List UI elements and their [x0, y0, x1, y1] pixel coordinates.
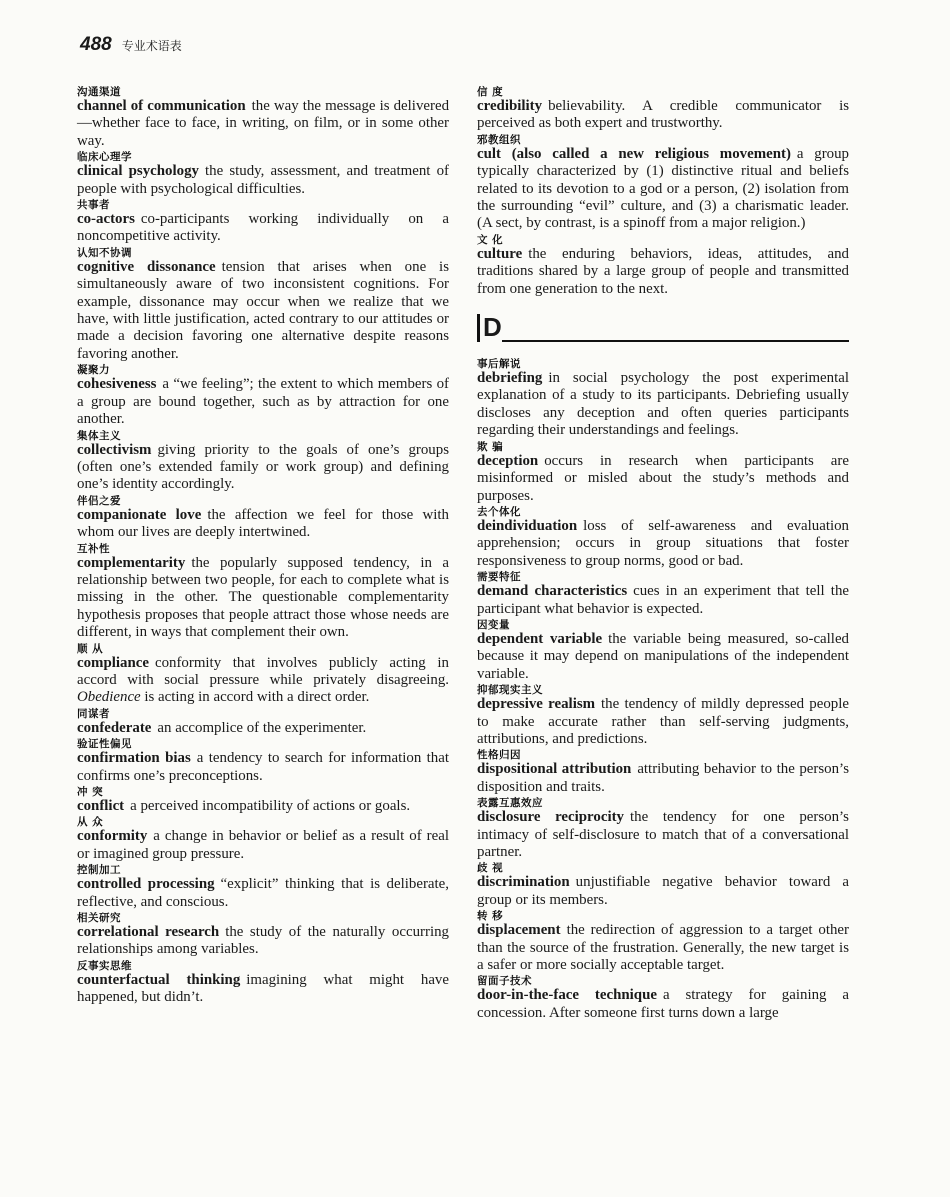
chinese-term: 互补性: [77, 542, 110, 555]
term: co-actors: [77, 211, 135, 228]
section-letter: D: [477, 314, 502, 342]
definition: a change in behavior or belief as a result of real or imagined group pressure.: [77, 828, 449, 862]
definition: giving priority to the goals of one’s groups (often one’s extended family or work group) and defining one’s identity accordingly.: [77, 441, 449, 493]
section-rule: [502, 312, 849, 342]
definition: a strategy for gaining a concession. After someone first turns down a large: [477, 987, 849, 1021]
running-head: 专业术语表: [121, 39, 182, 53]
page-number: 488: [80, 34, 112, 55]
term: complementarity: [77, 554, 186, 571]
glossary-entry: [477, 749, 849, 796]
term: confederate: [77, 719, 152, 736]
glossary-entry: [477, 862, 849, 909]
chinese-term: 留面子技术: [477, 975, 532, 988]
chinese-term: 沟通渠道: [77, 86, 121, 98]
definition: the study of the naturally occurring relationships among variables.: [77, 924, 449, 958]
definition: the tendency of mildly depressed people to make accurate rather than self-serving judgments, attributions, and predictions.: [477, 696, 849, 747]
glossary-entry: [477, 684, 849, 748]
glossary-entry: [77, 151, 449, 198]
term: counterfactual thinking: [77, 971, 241, 988]
glossary-entry: [477, 975, 849, 1022]
definition: an accomplice of the experimenter.: [157, 719, 367, 736]
definition: occurs in research when participants are misinformed or misled about the study’s methods and purposes.: [477, 452, 849, 504]
definition: believability. A credible communicator is perceived as both expert and trustworthy.: [477, 98, 849, 132]
term: displacement: [477, 922, 561, 939]
chinese-term: 控制加工: [77, 864, 121, 877]
glossary-entry: [77, 960, 449, 1007]
chinese-term: 临床心理学: [77, 151, 132, 164]
chinese-term: 文 化: [477, 233, 504, 246]
definition: cues in an experiment that tell the participant what behavior is expected.: [477, 583, 849, 617]
glossary-entry: [77, 199, 449, 246]
right-column: [477, 86, 849, 1023]
glossary-entry: [477, 441, 849, 505]
term: companionate love: [77, 506, 202, 523]
glossary-entry: [77, 543, 449, 642]
term: deception: [477, 452, 539, 469]
chinese-term: 反事实思维: [77, 959, 132, 972]
glossary-entry: [77, 738, 449, 785]
definition: tension that arises when one is simultaneously aware of two inconsistent cognitions. For example, dissonance may occur when we realize that we have, with little justification, acted contrary to our attitudes or made a decision favoring one alternative despite reasons favoring another.: [77, 258, 449, 362]
glossary-entry: [477, 619, 849, 683]
term: dependent variable: [477, 630, 603, 647]
definition: “explicit” thinking that is deliberate, reflective, and conscious.: [77, 876, 449, 910]
term: demand characteristics: [477, 583, 628, 600]
term: credibility: [477, 98, 543, 114]
chinese-term: 去个体化: [477, 505, 521, 518]
chinese-term: 认知不协调: [77, 246, 132, 259]
term: controlled processing: [77, 876, 215, 893]
chinese-term: 邪教组织: [477, 133, 521, 146]
definition: in social psychology the post experimental explanation of a study to its participants. Debriefing usually discloses any deception and often queries participants regarding their understandings and feelings.: [477, 370, 849, 439]
definition: the study, assessment, and treatment of people with psychological difficulties.: [77, 163, 449, 197]
term: dispositional attribution: [477, 761, 632, 778]
chinese-term: 表露互惠效应: [477, 797, 543, 810]
definition: the way the message is delivered—whether face to face, in writing, on film, or in some other way.: [77, 98, 450, 149]
term: cohesiveness: [77, 376, 157, 393]
term: debriefing: [477, 370, 543, 387]
chinese-term: 同谋者: [77, 707, 110, 720]
definition: unjustifiable negative behavior toward a group or its members.: [477, 874, 849, 908]
term: channel of communication: [77, 98, 246, 114]
glossary-entry: [77, 643, 449, 707]
glossary-entry: [77, 816, 449, 863]
term: culture: [477, 245, 523, 262]
definition: a “we feeling”; the extent to which members of a group are bound together, such as by attraction for one another.: [77, 376, 449, 428]
definition: the redirection of aggression to a target other than the source of the frustration. Generally, the new target is a safer or more socially acceptable target.: [477, 922, 849, 974]
glossary-entry: [477, 506, 849, 570]
chinese-term: 抑郁现实主义: [477, 684, 543, 697]
definition: the variable being measured, so-called because it may depend on manipulations of the independent variable.: [477, 630, 849, 682]
term: collectivism: [77, 441, 152, 458]
term: door-in-the-face technique: [477, 987, 657, 1004]
definition: the affection we feel for those with whom our lives are deeply intertwined.: [77, 506, 449, 541]
definition-emphasis: Obedience: [77, 689, 141, 706]
definition: a tendency to search for information that confirms one’s preconceptions.: [77, 750, 449, 784]
term: conflict: [77, 798, 125, 814]
definition: the enduring behaviors, ideas, attitudes, and traditions shared by a large group of people and transmitted from one generation to the next.: [477, 245, 849, 297]
glossary-entry: [77, 912, 449, 959]
definition: a perceived incompatibility of actions or goals.: [130, 798, 411, 814]
glossary-entry: [77, 247, 449, 363]
chinese-term: 信 度: [477, 86, 504, 98]
glossary-entry: [77, 708, 449, 737]
left-column: [77, 86, 449, 1008]
term: cult (also called a new religious movement): [477, 145, 791, 162]
definition: the tendency for one person’s intimacy of self-disclosure to match that of a conversational partner.: [477, 809, 849, 860]
glossary-entry: [77, 430, 449, 494]
chinese-term: 验证性偏见: [77, 738, 132, 751]
term: discrimination: [477, 874, 570, 891]
chinese-term: 歧 视: [477, 862, 504, 875]
chinese-term: 伴侣之爱: [77, 494, 121, 507]
definition: co-participants working individually on a noncompetitive activity.: [77, 211, 449, 245]
chinese-term: 凝聚力: [77, 364, 110, 377]
glossary-entry: [77, 864, 449, 911]
definition: a group typically characterized by (1) distinctive ritual and beliefs related to its devotion to a god or a person, (2) isolation from the surrounding “evil” culture, and (3) a charismatic leader. (A sect, by contrast, is a spinoff from a major religion.): [477, 145, 850, 232]
chinese-term: 需要特征: [477, 571, 521, 584]
term: deindividuation: [477, 517, 578, 534]
chinese-term: 集体主义: [77, 429, 121, 442]
chinese-term: 事后解说: [477, 358, 521, 371]
glossary-entry: [77, 786, 449, 815]
chinese-term: 冲 突: [77, 786, 104, 798]
glossary-entry: [477, 797, 849, 861]
definition: imagining what might have happened, but didn’t.: [77, 971, 449, 1006]
glossary-entry: [477, 234, 849, 298]
chinese-term: 顺 从: [77, 642, 104, 655]
glossary-entry: [477, 358, 849, 440]
term: disclosure reciprocity: [477, 809, 624, 826]
definition: attributing behavior to the person’s disposition and traits.: [477, 761, 849, 795]
definition-tail: is acting in accord with a direct order.: [140, 689, 370, 706]
chinese-term: 性格归因: [477, 749, 521, 762]
definition: conformity that involves publicly acting in accord with social pressure while privately disagreeing.: [77, 654, 449, 688]
section-heading-d: [477, 312, 849, 342]
chinese-term: 共事者: [77, 199, 110, 212]
glossary-entry: [477, 86, 849, 133]
term: conformity: [77, 828, 148, 845]
chinese-term: 转 移: [477, 910, 504, 923]
chinese-term: 欺 骗: [477, 440, 504, 453]
term: clinical psychology: [77, 163, 199, 180]
term: compliance: [77, 654, 149, 671]
term: confirmation bias: [77, 750, 191, 767]
term: cognitive dissonance: [77, 258, 216, 275]
chinese-term: 从 众: [77, 816, 104, 829]
page-header: [80, 34, 182, 56]
term: depressive realism: [477, 696, 596, 713]
glossary-entry: [477, 910, 849, 974]
glossary-entry: [477, 571, 849, 618]
glossary-entry: [77, 86, 449, 150]
glossary-entry: [477, 134, 849, 233]
definition: the popularly supposed tendency, in a relationship between two people, for each to complete what is missing in the other. The questionable complementarity hypothesis proposes that people attract those whose needs are different, in ways that complement their own.: [77, 554, 449, 641]
chinese-term: 因变量: [477, 618, 510, 631]
definition: loss of self-awareness and evaluation apprehension; occurs in group situations that foster responsiveness to group norms, good or bad.: [477, 517, 849, 569]
chinese-term: 相关研究: [77, 912, 121, 925]
term: correlational research: [77, 924, 220, 941]
glossary-entry: [77, 495, 449, 542]
glossary-entry: [77, 364, 449, 428]
